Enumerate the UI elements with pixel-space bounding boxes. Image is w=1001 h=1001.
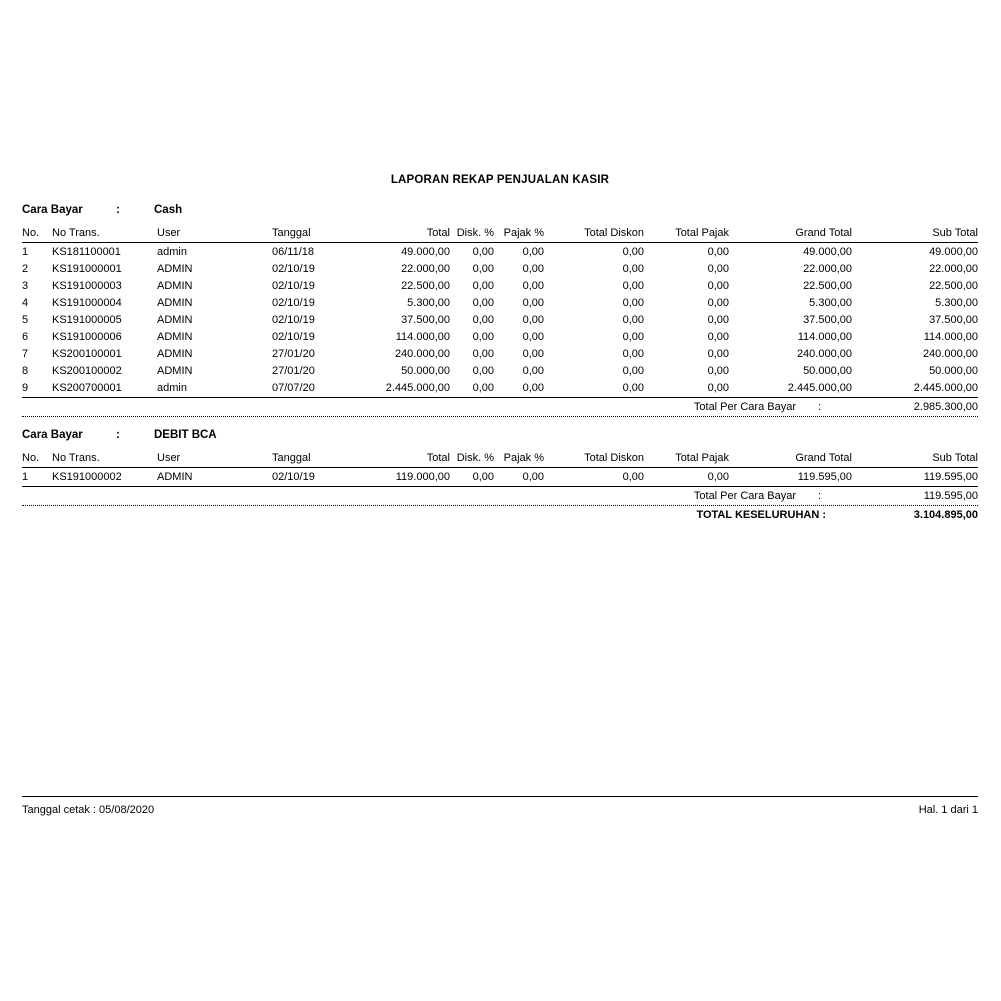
cell-tanggal: 02/10/19 — [272, 263, 315, 275]
cell-total-pajak: 0,00 — [707, 280, 729, 292]
col-total-diskon: Total Diskon — [584, 452, 644, 464]
table-body-1 — [22, 243, 978, 398]
cell-total-diskon: 0,00 — [622, 246, 644, 258]
section-2-subtotal-row — [22, 487, 978, 505]
cell-grand-total: 114.000,00 — [797, 331, 852, 343]
cell-grand-total: 2.445.000,00 — [787, 382, 852, 394]
table-row — [22, 363, 978, 380]
cell-total: 2.445.000,00 — [385, 382, 450, 394]
col-no: No. — [22, 452, 40, 464]
table-row — [22, 278, 978, 295]
col-user: User — [157, 452, 181, 464]
col-total: Total — [426, 227, 450, 239]
col-no-trans: No Trans. — [52, 452, 100, 464]
cell-grand-total: 49.000,00 — [803, 246, 852, 258]
cell-user: admin — [157, 246, 187, 258]
cell-no-trans: KS191000006 — [52, 331, 122, 343]
cell-tanggal: 02/10/19 — [272, 280, 315, 292]
cell-sub-total: 240.000,00 — [922, 348, 978, 360]
table-row — [22, 243, 978, 262]
cell-total: 5.300,00 — [407, 297, 450, 309]
cell-disk-pct: 0,00 — [472, 246, 494, 258]
payment-method-label-1: Cara Bayar — [22, 204, 83, 216]
cell-disk-pct: 0,00 — [472, 297, 494, 309]
cell-total-diskon: 0,00 — [622, 471, 644, 483]
cell-disk-pct: 0,00 — [472, 280, 494, 292]
section-1-subtotal-colon: : — [817, 401, 821, 413]
cell-pajak-pct: 0,00 — [522, 331, 544, 343]
cell-pajak-pct: 0,00 — [522, 365, 544, 377]
grand-total-value: 3.104.895,00 — [913, 509, 978, 521]
cell-sub-total: 119.595,00 — [923, 471, 978, 483]
report-body — [22, 173, 978, 524]
cell-disk-pct: 0,00 — [472, 471, 494, 483]
cell-pajak-pct: 0,00 — [522, 348, 544, 360]
table-row — [22, 380, 978, 397]
col-user: User — [157, 227, 181, 239]
cell-no: 9 — [22, 382, 29, 394]
cell-no: 4 — [22, 297, 29, 309]
cell-no: 2 — [22, 263, 29, 275]
cell-total-pajak: 0,00 — [707, 382, 729, 394]
cell-pajak-pct: 0,00 — [522, 314, 544, 326]
cell-user: ADMIN — [157, 263, 193, 275]
cell-total-diskon: 0,00 — [622, 348, 644, 360]
cell-total-diskon: 0,00 — [622, 314, 644, 326]
cell-user: ADMIN — [157, 471, 193, 483]
transactions-table-2 — [22, 450, 978, 486]
cell-total-pajak: 0,00 — [707, 263, 729, 275]
cell-no: 1 — [22, 246, 29, 258]
table-body-2 — [22, 468, 978, 487]
section-2-subtotal-label: Total Per Cara Bayar — [693, 490, 796, 502]
footer-row — [22, 803, 978, 817]
cell-pajak-pct: 0,00 — [522, 382, 544, 394]
col-no: No. — [22, 227, 40, 239]
cell-disk-pct: 0,00 — [472, 348, 494, 360]
cell-tanggal: 27/01/20 — [272, 365, 315, 377]
cell-disk-pct: 0,00 — [472, 382, 494, 394]
page-footer — [22, 796, 978, 817]
col-pajak-pct: Pajak % — [503, 452, 544, 464]
cell-total-diskon: 0,00 — [622, 263, 644, 275]
table-row — [22, 346, 978, 363]
cell-pajak-pct: 0,00 — [522, 297, 544, 309]
table-header-row — [22, 450, 978, 468]
cell-total-diskon: 0,00 — [622, 280, 644, 292]
cell-no: 5 — [22, 314, 29, 326]
grand-total-row — [22, 506, 978, 524]
cell-total: 240.000,00 — [394, 348, 450, 360]
col-total-pajak: Total Pajak — [675, 227, 729, 239]
cell-grand-total: 5.300,00 — [809, 297, 852, 309]
cell-pajak-pct: 0,00 — [522, 246, 544, 258]
page-indicator: Hal. 1 dari 1 — [918, 804, 978, 816]
grand-total-label: TOTAL KESELURUHAN : — [696, 509, 826, 521]
cell-total: 22.000,00 — [401, 263, 450, 275]
cell-grand-total: 119.595,00 — [797, 471, 852, 483]
cell-no-trans: KS200100001 — [52, 348, 122, 360]
cell-disk-pct: 0,00 — [472, 365, 494, 377]
cell-sub-total: 22.000,00 — [929, 263, 978, 275]
cell-total: 49.000,00 — [401, 246, 450, 258]
cell-no-trans: KS191000004 — [52, 297, 122, 309]
cell-total-pajak: 0,00 — [707, 365, 729, 377]
cell-no: 3 — [22, 280, 29, 292]
table-row — [22, 468, 978, 487]
col-grand-total: Grand Total — [795, 227, 852, 239]
payment-method-value-2: DEBIT BCA — [154, 429, 217, 441]
print-date: Tanggal cetak : 05/08/2020 — [22, 804, 155, 816]
cell-disk-pct: 0,00 — [472, 331, 494, 343]
cell-user: ADMIN — [157, 280, 193, 292]
cell-pajak-pct: 0,00 — [522, 471, 544, 483]
col-total-pajak: Total Pajak — [675, 452, 729, 464]
cell-grand-total: 240.000,00 — [796, 348, 852, 360]
payment-method-colon-2: : — [116, 429, 120, 441]
section-1-subtotal-label: Total Per Cara Bayar — [693, 401, 796, 413]
cell-no-trans: KS191000005 — [52, 314, 122, 326]
cell-tanggal: 06/11/18 — [272, 246, 315, 258]
cell-tanggal: 02/10/19 — [272, 331, 315, 343]
cell-user: ADMIN — [157, 365, 193, 377]
cell-grand-total: 37.500,00 — [803, 314, 852, 326]
section-2-subtotal-value: 119.595,00 — [923, 490, 978, 502]
cell-no-trans: KS200100002 — [52, 365, 122, 377]
cell-total: 114.000,00 — [395, 331, 450, 343]
table-row — [22, 329, 978, 346]
cell-sub-total: 50.000,00 — [929, 365, 978, 377]
cell-no-trans: KS191000003 — [52, 280, 122, 292]
table-header-2 — [22, 450, 978, 468]
table-row — [22, 312, 978, 329]
cell-grand-total: 22.000,00 — [803, 263, 852, 275]
cell-grand-total: 22.500,00 — [803, 280, 852, 292]
cell-pajak-pct: 0,00 — [522, 280, 544, 292]
cell-sub-total: 49.000,00 — [929, 246, 978, 258]
cell-sub-total: 114.000,00 — [923, 331, 978, 343]
col-grand-total: Grand Total — [795, 452, 852, 464]
cell-total-pajak: 0,00 — [707, 297, 729, 309]
col-disk-pct: Disk. % — [456, 227, 494, 239]
cell-grand-total: 50.000,00 — [803, 365, 852, 377]
payment-method-header-1 — [22, 203, 978, 218]
cell-no-trans: KS191000001 — [52, 263, 122, 275]
table-row — [22, 261, 978, 278]
cell-no: 8 — [22, 365, 29, 377]
cell-total: 22.500,00 — [401, 280, 450, 292]
cell-tanggal: 02/10/19 — [272, 471, 315, 483]
payment-method-colon-1: : — [116, 204, 120, 216]
cell-no: 6 — [22, 331, 29, 343]
table-header-row — [22, 225, 978, 243]
cell-tanggal: 27/01/20 — [272, 348, 315, 360]
cell-user: admin — [157, 382, 187, 394]
cell-sub-total: 22.500,00 — [929, 280, 978, 292]
cell-total-diskon: 0,00 — [622, 331, 644, 343]
transactions-table-1 — [22, 225, 978, 397]
cell-tanggal: 02/10/19 — [272, 297, 315, 309]
cell-user: ADMIN — [157, 348, 193, 360]
cell-total-pajak: 0,00 — [707, 314, 729, 326]
cell-no: 1 — [22, 471, 29, 483]
section-1-subtotal-value: 2.985.300,00 — [913, 401, 978, 413]
cell-total: 50.000,00 — [401, 365, 450, 377]
cell-total-pajak: 0,00 — [707, 331, 729, 343]
cell-no: 7 — [22, 348, 29, 360]
cell-disk-pct: 0,00 — [472, 263, 494, 275]
cell-total: 119.000,00 — [395, 471, 450, 483]
section-2-subtotal-colon: : — [817, 490, 821, 502]
col-disk-pct: Disk. % — [456, 452, 494, 464]
cell-pajak-pct: 0,00 — [522, 263, 544, 275]
col-pajak-pct: Pajak % — [503, 227, 544, 239]
col-sub-total: Sub Total — [932, 227, 978, 239]
cell-no-trans: KS191000002 — [52, 471, 122, 483]
cell-total: 37.500,00 — [401, 314, 450, 326]
cell-total-diskon: 0,00 — [622, 382, 644, 394]
cell-sub-total: 5.300,00 — [935, 297, 978, 309]
cell-tanggal: 02/10/19 — [272, 314, 315, 326]
cell-user: ADMIN — [157, 297, 193, 309]
section-spacer — [22, 417, 978, 428]
cell-no-trans: KS181100001 — [52, 246, 121, 258]
cell-tanggal: 07/07/20 — [272, 382, 315, 394]
col-tanggal: Tanggal — [272, 452, 311, 464]
payment-method-label-2: Cara Bayar — [22, 429, 83, 441]
payment-method-value-1: Cash — [154, 204, 183, 216]
col-total-diskon: Total Diskon — [584, 227, 644, 239]
cell-total-pajak: 0,00 — [707, 246, 729, 258]
cell-total-pajak: 0,00 — [707, 471, 729, 483]
cell-user: ADMIN — [157, 314, 193, 326]
cell-total-diskon: 0,00 — [622, 297, 644, 309]
cell-no-trans: KS200700001 — [52, 382, 122, 394]
cell-sub-total: 37.500,00 — [929, 314, 978, 326]
col-no-trans: No Trans. — [52, 227, 100, 239]
table-header-1 — [22, 225, 978, 243]
cell-user: ADMIN — [157, 331, 193, 343]
cell-sub-total: 2.445.000,00 — [913, 382, 978, 394]
cell-total-diskon: 0,00 — [622, 365, 644, 377]
section-1-subtotal-row — [22, 398, 978, 416]
page-title: LAPORAN REKAP PENJUALAN KASIR — [390, 174, 610, 186]
payment-method-header-2 — [22, 428, 978, 443]
cell-total-pajak: 0,00 — [707, 348, 729, 360]
col-sub-total: Sub Total — [932, 452, 978, 464]
cell-disk-pct: 0,00 — [472, 314, 494, 326]
footer-rule — [22, 796, 978, 797]
table-row — [22, 295, 978, 312]
col-total: Total — [426, 452, 450, 464]
col-tanggal: Tanggal — [272, 227, 311, 239]
